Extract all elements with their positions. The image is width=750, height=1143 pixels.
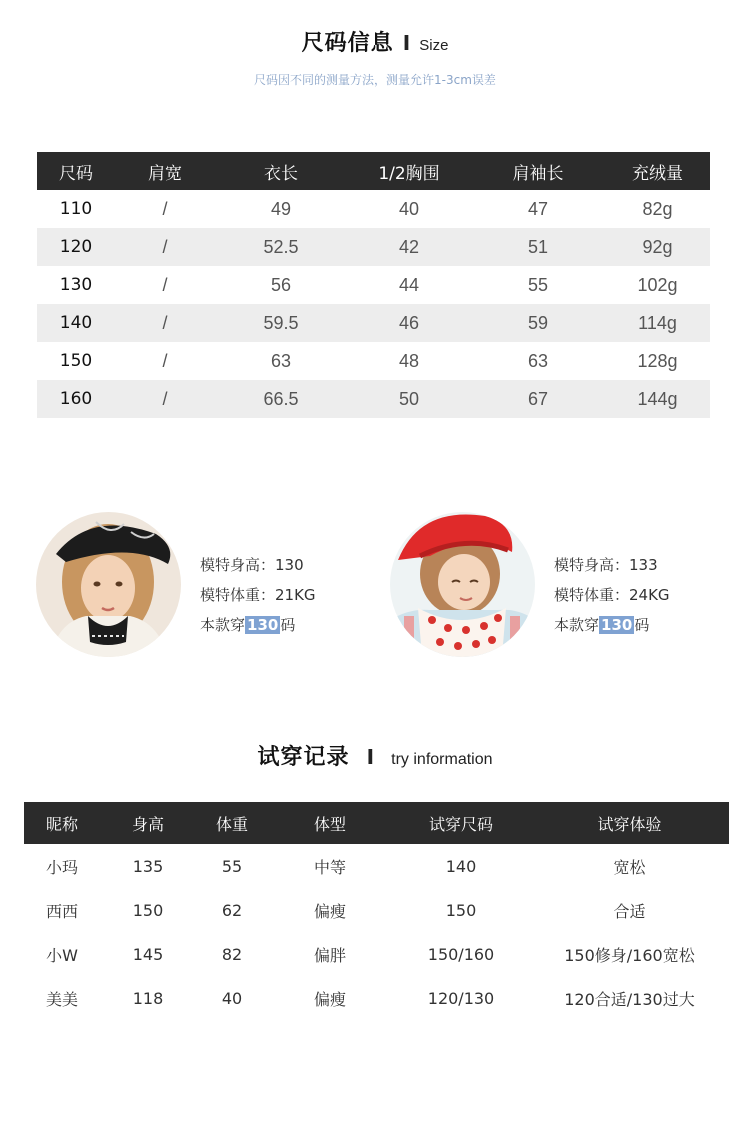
header-chest: 1/2胸围 xyxy=(347,152,471,190)
cell-size: 130 xyxy=(59,275,93,295)
cell-height: 135 xyxy=(132,856,164,876)
cell-body-type: 偏胖 xyxy=(313,945,346,965)
wear-size-highlight: 130 xyxy=(247,616,279,634)
header-size: 尺码 xyxy=(37,152,115,190)
cell-size: 110 xyxy=(59,199,93,219)
table-row xyxy=(37,228,710,266)
cell-size: 120 xyxy=(37,228,115,266)
try-table xyxy=(24,802,729,1020)
cell-shoulder: / xyxy=(115,228,215,266)
header-experience: 试穿体验 xyxy=(530,802,729,844)
cell-size: 140 xyxy=(37,304,115,342)
cell-weight: 82 xyxy=(221,944,243,964)
cell-sleeve: 67 xyxy=(471,380,605,418)
cell-body-type: 偏瘦 xyxy=(313,989,346,1009)
table-row xyxy=(37,304,710,342)
try-table-header xyxy=(24,802,729,844)
table-row xyxy=(24,888,729,932)
cell-nickname: 西西 xyxy=(45,901,78,921)
cell-chest: 48 xyxy=(398,350,420,371)
table-row xyxy=(24,976,729,1020)
cell-try-size: 150 xyxy=(445,900,477,920)
cell-sleeve: 47 xyxy=(527,198,549,219)
cell-down-fill: 114g xyxy=(605,304,710,342)
title-separator: I xyxy=(402,31,411,55)
cell-chest: 44 xyxy=(398,274,420,295)
size-table xyxy=(37,152,710,418)
cell-sleeve: 55 xyxy=(527,274,549,295)
try-title-en: try information xyxy=(391,751,493,768)
cell-nickname: 小W xyxy=(46,945,78,965)
cell-height: 118 xyxy=(132,988,164,1008)
cell-sleeve: 51 xyxy=(471,228,605,266)
header-body-type: 体型 xyxy=(268,802,392,844)
table-row xyxy=(37,266,710,304)
cell-down-fill: 144g xyxy=(605,380,710,418)
cell-down-fill: 92g xyxy=(605,228,710,266)
size-section-title xyxy=(0,26,750,57)
cell-shoulder: / xyxy=(162,274,168,295)
header-shoulder: 肩宽 xyxy=(115,152,215,190)
header-try-size: 试穿尺码 xyxy=(392,802,530,844)
cell-down-fill: 82g xyxy=(642,198,673,219)
table-row xyxy=(24,844,729,888)
model-photo-2 xyxy=(390,512,535,657)
model-height: 模特身高：133 xyxy=(554,556,658,574)
cell-size: 150 xyxy=(59,351,93,371)
cell-chest: 42 xyxy=(347,228,471,266)
header-nickname: 昵称 xyxy=(24,802,100,844)
table-row xyxy=(37,380,710,418)
cell-length: 52.5 xyxy=(215,228,347,266)
cell-weight: 55 xyxy=(221,856,243,876)
cell-length: 66.5 xyxy=(215,380,347,418)
cell-sleeve: 59 xyxy=(471,304,605,342)
cell-weight: 40 xyxy=(221,988,243,1008)
model-weight: 模特体重：21KG xyxy=(200,586,316,604)
cell-weight: 62 xyxy=(221,900,243,920)
table-row xyxy=(24,932,729,976)
cell-try-size: 150/160 xyxy=(427,944,495,964)
size-table-header xyxy=(37,152,710,190)
cell-shoulder: / xyxy=(162,198,168,219)
cell-chest: 46 xyxy=(347,304,471,342)
measurement-note: 尺码因不同的测量方法，测量允许1-3cm误差 xyxy=(254,73,496,87)
cell-shoulder: / xyxy=(115,304,215,342)
header-weight: 体重 xyxy=(196,802,268,844)
cell-experience: 150修身/160宽松 xyxy=(564,945,695,965)
cell-nickname: 小玛 xyxy=(45,857,78,877)
cell-experience: 120合适/130过大 xyxy=(564,989,695,1009)
cell-height: 145 xyxy=(132,944,164,964)
cell-chest: 40 xyxy=(398,198,420,219)
cell-length: 63 xyxy=(270,350,292,371)
model-weight: 模特体重：24KG xyxy=(554,586,670,604)
cell-length: 56 xyxy=(270,274,292,295)
cell-experience: 宽松 xyxy=(613,857,646,877)
model-info-2 xyxy=(554,550,670,640)
cell-body-type: 偏瘦 xyxy=(313,901,346,921)
cell-try-size: 120/130 xyxy=(427,988,495,1008)
cell-shoulder: / xyxy=(115,380,215,418)
header-sleeve: 肩袖长 xyxy=(471,152,605,190)
cell-body-type: 中等 xyxy=(313,857,346,877)
cell-try-size: 140 xyxy=(445,856,477,876)
cell-length: 49 xyxy=(270,198,292,219)
wear-size-highlight: 130 xyxy=(601,616,633,634)
title-separator: I xyxy=(366,745,375,769)
try-section-title xyxy=(0,740,750,771)
try-title: 试穿记录 xyxy=(257,745,350,770)
header-length: 衣长 xyxy=(215,152,347,190)
cell-size: 160 xyxy=(37,380,115,418)
cell-chest: 50 xyxy=(347,380,471,418)
cell-down-fill: 128g xyxy=(637,350,678,371)
model-height: 模特身高：130 xyxy=(200,556,304,574)
cell-sleeve: 63 xyxy=(527,350,549,371)
header-down-fill: 充绒量 xyxy=(605,152,710,190)
table-row xyxy=(37,342,710,380)
header-height: 身高 xyxy=(100,802,196,844)
cell-shoulder: / xyxy=(162,350,168,371)
cell-height: 150 xyxy=(132,900,164,920)
cell-nickname: 美美 xyxy=(45,989,78,1009)
model-wear-size: 本款穿 130 码 xyxy=(200,616,296,634)
cell-down-fill: 102g xyxy=(637,274,678,295)
model-info-1 xyxy=(200,550,316,640)
cell-length: 59.5 xyxy=(215,304,347,342)
cell-experience: 合适 xyxy=(613,901,646,921)
table-row xyxy=(37,190,710,228)
model-photo-1 xyxy=(36,512,181,657)
size-title-en: Size xyxy=(419,37,449,54)
size-title: 尺码信息 xyxy=(301,31,394,56)
model-wear-size: 本款穿 130 码 xyxy=(554,616,650,634)
